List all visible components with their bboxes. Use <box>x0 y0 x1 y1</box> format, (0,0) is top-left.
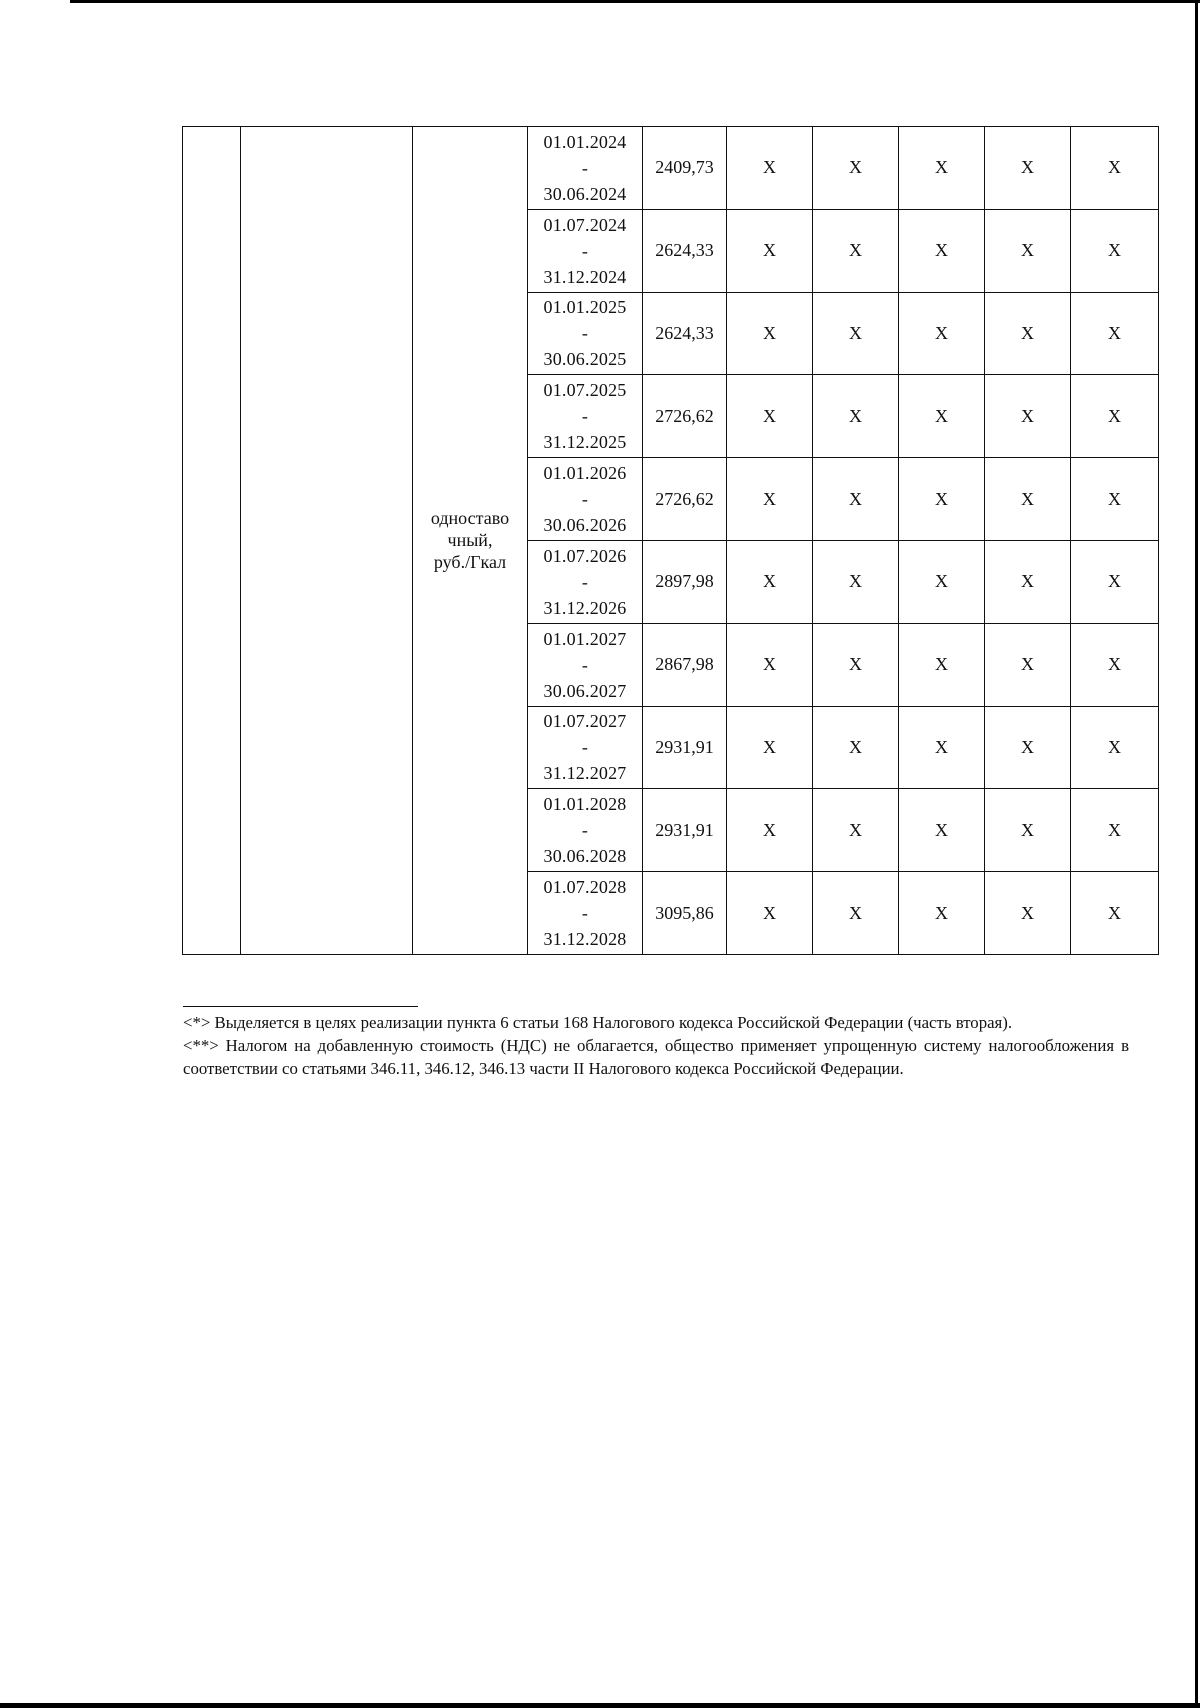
period-cell <box>528 127 643 210</box>
period-sep: - <box>581 903 589 924</box>
not-applicable-mark-cell: X <box>985 375 1071 458</box>
tariff-value-cell: 2867,98 <box>643 623 727 706</box>
table-row <box>183 127 1159 210</box>
not-applicable-mark-cell: X <box>899 209 985 292</box>
period-start: 01.07.2025 <box>543 380 627 401</box>
tariff-value-cell: 2624,33 <box>643 209 727 292</box>
not-applicable-mark-cell: X <box>1071 292 1159 375</box>
not-applicable-mark-cell: X <box>727 789 813 872</box>
not-applicable-mark-cell: X <box>899 706 985 789</box>
not-applicable-mark-cell: X <box>899 872 985 955</box>
tariff-value-cell: 2409,73 <box>643 127 727 210</box>
period-cell <box>528 458 643 541</box>
tariff-value-cell: 2726,62 <box>643 375 727 458</box>
period-end: 30.06.2028 <box>543 846 627 867</box>
not-applicable-mark-cell: X <box>985 623 1071 706</box>
period-end: 31.12.2024 <box>543 266 627 287</box>
tariff-value-cell: 2931,91 <box>643 706 727 789</box>
tariff-unit-line: одноставо <box>430 508 510 529</box>
period-start: 01.07.2024 <box>543 214 627 235</box>
not-applicable-mark-cell: X <box>813 706 899 789</box>
period-cell <box>528 789 643 872</box>
not-applicable-mark-cell: X <box>813 458 899 541</box>
not-applicable-mark-cell: X <box>1071 127 1159 210</box>
not-applicable-mark-cell: X <box>727 540 813 623</box>
tariff-value-cell: 2931,91 <box>643 789 727 872</box>
not-applicable-mark-cell: X <box>727 623 813 706</box>
period-cell <box>528 209 643 292</box>
not-applicable-mark-cell: X <box>727 872 813 955</box>
period-start: 01.01.2024 <box>543 131 627 152</box>
tariff-unit-cell <box>413 127 528 955</box>
tariff-value-cell: 2897,98 <box>643 540 727 623</box>
tariff-unit-line: чный, <box>447 530 493 551</box>
period-end: 31.12.2025 <box>543 432 627 453</box>
not-applicable-mark-cell: X <box>1071 872 1159 955</box>
period-sep: - <box>581 157 589 178</box>
period-start: 01.07.2028 <box>543 877 627 898</box>
not-applicable-mark-cell: X <box>1071 375 1159 458</box>
tariff-table-container <box>182 126 1158 955</box>
period-sep: - <box>581 571 589 592</box>
period-sep: - <box>581 820 589 841</box>
scan-border-right <box>1195 0 1198 1708</box>
period-cell <box>528 375 643 458</box>
footnote-vat-allocation: <*> Выделяется в целях реализации пункта 6 статьи 168 Налогового кодекса Российской Федерации (часть вторая). <box>183 1013 1013 1032</box>
not-applicable-mark-cell: X <box>727 458 813 541</box>
not-applicable-mark-cell: X <box>1071 789 1159 872</box>
period-end: 31.12.2026 <box>543 597 627 618</box>
footnotes <box>183 1006 1129 1080</box>
period-sep: - <box>581 737 589 758</box>
tariff-value-cell: 2624,33 <box>643 292 727 375</box>
period-end: 31.12.2027 <box>543 763 627 784</box>
not-applicable-mark-cell: X <box>899 127 985 210</box>
period-cell <box>528 292 643 375</box>
not-applicable-mark-cell: X <box>813 375 899 458</box>
period-end: 30.06.2026 <box>543 515 627 536</box>
not-applicable-mark-cell: X <box>727 706 813 789</box>
period-sep: - <box>581 240 589 261</box>
tariff-table-body <box>183 127 1159 955</box>
period-sep: - <box>581 489 589 510</box>
not-applicable-mark-cell: X <box>727 127 813 210</box>
not-applicable-mark-cell: X <box>899 540 985 623</box>
not-applicable-mark-cell: X <box>985 789 1071 872</box>
period-end: 30.06.2027 <box>543 680 627 701</box>
period-start: 01.01.2025 <box>543 297 627 318</box>
not-applicable-mark-cell: X <box>985 127 1071 210</box>
not-applicable-mark-cell: X <box>813 127 899 210</box>
tariff-unit-line: руб./Гкал <box>433 552 507 573</box>
not-applicable-mark-cell: X <box>813 623 899 706</box>
row-number-cell <box>183 127 241 955</box>
not-applicable-mark-cell: X <box>899 789 985 872</box>
tariff-value-cell: 3095,86 <box>643 872 727 955</box>
not-applicable-mark-cell: X <box>1071 623 1159 706</box>
period-end: 30.06.2024 <box>543 183 627 204</box>
period-start: 01.07.2027 <box>543 711 627 732</box>
period-sep: - <box>581 406 589 427</box>
not-applicable-mark-cell: X <box>1071 458 1159 541</box>
period-sep: - <box>581 654 589 675</box>
not-applicable-mark-cell: X <box>727 292 813 375</box>
period-cell <box>528 623 643 706</box>
not-applicable-mark-cell: X <box>985 209 1071 292</box>
not-applicable-mark-cell: X <box>813 540 899 623</box>
not-applicable-mark-cell: X <box>813 209 899 292</box>
not-applicable-mark-cell: X <box>899 458 985 541</box>
tariff-table <box>182 126 1159 955</box>
period-end: 31.12.2028 <box>543 929 627 950</box>
not-applicable-mark-cell: X <box>813 872 899 955</box>
footnote-separator <box>183 1006 418 1007</box>
not-applicable-mark-cell: X <box>985 706 1071 789</box>
not-applicable-mark-cell: X <box>985 292 1071 375</box>
period-start: 01.01.2027 <box>543 628 627 649</box>
not-applicable-mark-cell: X <box>985 540 1071 623</box>
period-sep: - <box>581 323 589 344</box>
footnote-vat-exempt: <**> Налогом на добавленную стоимость (НДС) не облагается, общество применяет упрощенную систему налогообложения в соответствии со статьями 346.11, 346.12, 346.13 части II Налогового кодекса Российской Федерации. <box>183 1036 1129 1078</box>
not-applicable-mark-cell: X <box>899 292 985 375</box>
tariff-value-cell: 2726,62 <box>643 458 727 541</box>
period-end: 30.06.2025 <box>543 349 627 370</box>
not-applicable-mark-cell: X <box>899 375 985 458</box>
not-applicable-mark-cell: X <box>985 458 1071 541</box>
period-start: 01.01.2028 <box>543 794 627 815</box>
period-start: 01.01.2026 <box>543 463 627 484</box>
period-cell <box>528 540 643 623</box>
not-applicable-mark-cell: X <box>1071 540 1159 623</box>
not-applicable-mark-cell: X <box>813 292 899 375</box>
period-start: 01.07.2026 <box>543 545 627 566</box>
scan-border-bottom <box>0 1703 1200 1708</box>
not-applicable-mark-cell: X <box>813 789 899 872</box>
not-applicable-mark-cell: X <box>1071 706 1159 789</box>
not-applicable-mark-cell: X <box>727 375 813 458</box>
period-cell <box>528 706 643 789</box>
scan-border-top <box>70 0 1200 3</box>
not-applicable-mark-cell: X <box>1071 209 1159 292</box>
period-cell <box>528 872 643 955</box>
organization-cell <box>241 127 413 955</box>
not-applicable-mark-cell: X <box>727 209 813 292</box>
not-applicable-mark-cell: X <box>899 623 985 706</box>
not-applicable-mark-cell: X <box>985 872 1071 955</box>
